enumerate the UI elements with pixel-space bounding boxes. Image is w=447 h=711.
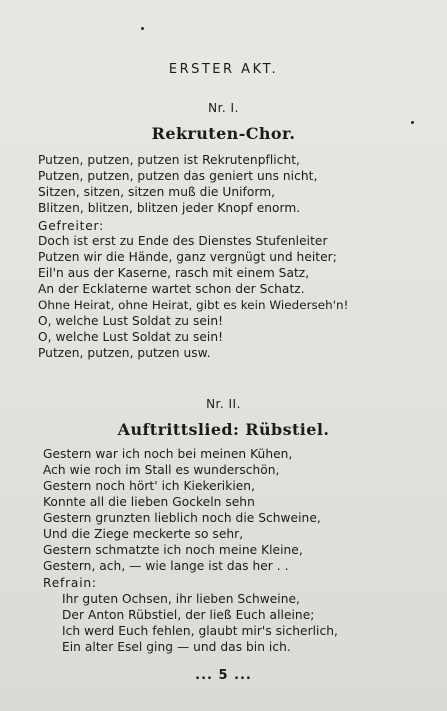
lyric-line: Doch ist erst zu Ende des Dienstes Stufenleiter [38, 234, 328, 248]
lyric-line: Ohne Heirat, ohne Heirat, gibt es kein Wiederseh'n! [38, 298, 349, 312]
lyric-line: Putzen wir die Hände, ganz vergnügt und heiter; [38, 250, 337, 264]
act-title: ERSTER AKT. [168, 62, 279, 77]
lyric-line: Putzen, putzen, putzen usw. [38, 346, 211, 360]
song-title: Rekruten-Chor. [151, 124, 296, 143]
lyric-line: Ich werd Euch fehlen, glaubt mir's sicherlich, [62, 624, 338, 638]
lyric-line: Ach wie roch im Stall es wunderschön, [43, 463, 280, 477]
lyric-line: An der Ecklaterne wartet schon der Schatz. [38, 282, 305, 296]
lyric-line: Der Anton Rübstiel, der ließ Euch alleine; [62, 608, 315, 622]
lyric-line: Gestern war ich noch bei meinen Kühen, [43, 447, 293, 461]
lyric-line: O, welche Lust Soldat zu sein! [38, 314, 224, 328]
page-number: ... 5 ... [195, 668, 252, 683]
lyric-line: Konnte all die lieben Gockeln sehn [43, 495, 255, 509]
print-speck [141, 27, 144, 30]
song-number: Nr. II. [206, 397, 241, 411]
refrain-label: Refrain: [43, 576, 97, 590]
lyric-line: Sitzen, sitzen, sitzen muß die Uniform, [38, 185, 276, 199]
lyric-line: O, welche Lust Soldat zu sein! [38, 330, 224, 344]
lyric-line: Putzen, putzen, putzen das geniert uns nicht, [38, 169, 318, 183]
lyric-line: Gestern grunzten lieblich noch die Schweine, [43, 511, 321, 525]
speaker-label: Gefreiter: [38, 219, 105, 233]
lyric-line: Ein alter Esel ging — und das bin ich. [62, 640, 291, 654]
lyric-line: Eil'n aus der Kaserne, rasch mit einem Satz, [38, 266, 310, 280]
lyric-line: Ihr guten Ochsen, ihr lieben Schweine, [62, 592, 300, 606]
song-title: Auftrittslied: Rübstiel. [117, 420, 330, 439]
lyric-line: Und die Ziege meckerte so sehr, [43, 527, 244, 541]
song-number: Nr. I. [208, 101, 239, 115]
lyric-line: Gestern schmatzte ich noch meine Kleine, [43, 543, 303, 557]
lyric-line: Gestern noch hört' ich Kiekerikien, [43, 479, 256, 493]
lyric-line: Putzen, putzen, putzen ist Rekrutenpflicht, [38, 153, 300, 167]
lyric-line: Gestern, ach, — wie lange ist das her . . [43, 559, 289, 573]
lyric-line: Blitzen, blitzen, blitzen jeder Knopf enorm. [38, 201, 301, 215]
